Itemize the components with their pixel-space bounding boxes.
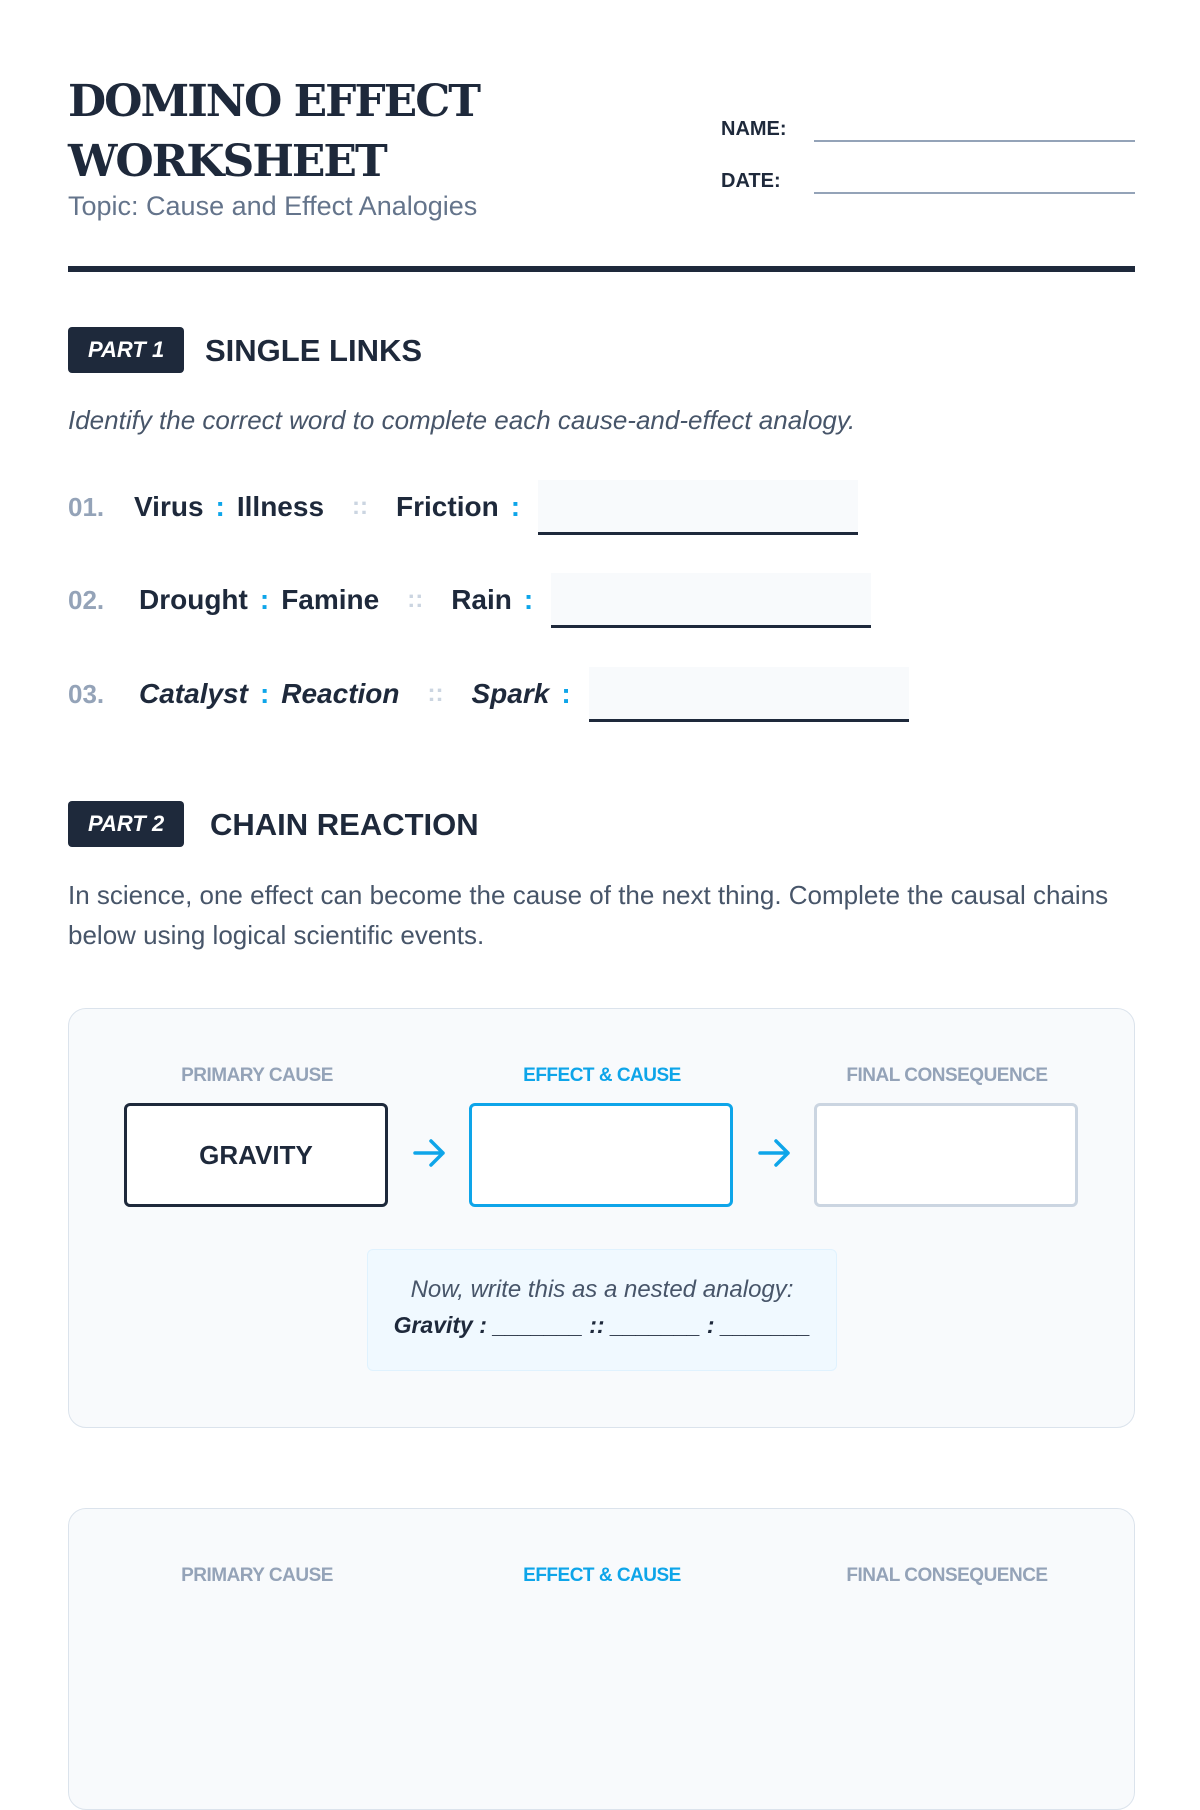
analogy-term-a: Virus	[134, 491, 204, 522]
name-field[interactable]	[721, 102, 1135, 152]
colon-separator: :	[561, 678, 571, 709]
part1-title: SINGLE LINKS	[205, 333, 423, 368]
analogy-term-a: Catalyst	[139, 678, 248, 709]
arrow-right-icon	[754, 1133, 796, 1173]
worksheet-title	[68, 72, 479, 192]
nested-analogy-template: Gravity : _______ :: _______ : _______	[393, 1312, 811, 1338]
answer-blank[interactable]	[589, 667, 909, 722]
double-colon-separator: ::	[427, 680, 444, 707]
arrow-right-icon	[409, 1133, 451, 1173]
primary-cause-label: PRIMARY CAUSE	[181, 1065, 333, 1086]
analogy-number: 02.	[68, 584, 105, 615]
analogy-term-b: Illness	[236, 491, 325, 522]
answer-blank[interactable]	[551, 573, 871, 628]
colon-separator: :	[215, 491, 225, 522]
analogy-row	[68, 480, 858, 534]
part2-title: CHAIN REACTION	[210, 807, 479, 842]
effect-cause-label: EFFECT & CAUSE	[523, 1565, 681, 1586]
part1-instructions: Identify the correct word to complete each cause-and-effect analogy.	[68, 405, 856, 435]
date-field[interactable]	[721, 154, 1135, 204]
double-colon-separator: ::	[352, 493, 369, 520]
date-label: DATE:	[721, 170, 781, 192]
chain-card	[68, 1008, 1135, 1428]
effect-cause-box[interactable]	[469, 1103, 733, 1207]
final-consequence-label: FINAL CONSEQUENCE	[846, 1065, 1048, 1086]
title-line-2: WORKSHEET	[68, 136, 386, 187]
chain-card	[68, 1508, 1135, 1810]
analogy-term-b: Reaction	[281, 678, 400, 709]
effect-cause-label: EFFECT & CAUSE	[523, 1065, 681, 1086]
worksheet-page	[68, 0, 1135, 1600]
analogy-term-c: Rain	[451, 584, 512, 615]
part2-badge: PART 2	[68, 801, 184, 847]
analogy-row	[68, 667, 909, 721]
title-line-1: DOMINO EFFECT	[68, 76, 479, 127]
analogy-number: 01.	[68, 491, 105, 522]
part1-badge: PART 1	[68, 327, 184, 373]
worksheet-topic: Topic: Cause and Effect Analogies	[68, 191, 478, 221]
analogy-term-a: Drought	[139, 584, 248, 615]
part2-instructions: In science, one effect can become the cause of the next thing. Complete the causal chains below using logical scientific events.	[68, 880, 1109, 950]
final-consequence-label: FINAL CONSEQUENCE	[846, 1565, 1048, 1586]
primary-cause-box: GRAVITY	[124, 1103, 388, 1207]
header-divider	[68, 266, 1135, 272]
analogy-term-b: Famine	[281, 584, 380, 615]
primary-cause-label: PRIMARY CAUSE	[181, 1565, 333, 1586]
name-line[interactable]	[814, 140, 1135, 142]
nested-analogy-box	[367, 1249, 837, 1371]
analogy-number: 03.	[68, 678, 105, 709]
analogy-row	[68, 573, 871, 627]
colon-separator: :	[510, 491, 521, 522]
analogy-term-c: Spark	[471, 678, 550, 709]
double-colon-separator: ::	[407, 586, 424, 613]
colon-separator: :	[259, 584, 270, 615]
answer-blank[interactable]	[538, 480, 858, 535]
analogy-term-c: Friction	[396, 491, 499, 522]
final-consequence-box[interactable]	[814, 1103, 1078, 1207]
date-line[interactable]	[814, 192, 1135, 194]
colon-separator: :	[523, 584, 534, 615]
nested-analogy-prompt: Now, write this as a nested analogy:	[410, 1276, 794, 1303]
colon-separator: :	[259, 678, 270, 709]
name-label: NAME:	[721, 118, 787, 140]
